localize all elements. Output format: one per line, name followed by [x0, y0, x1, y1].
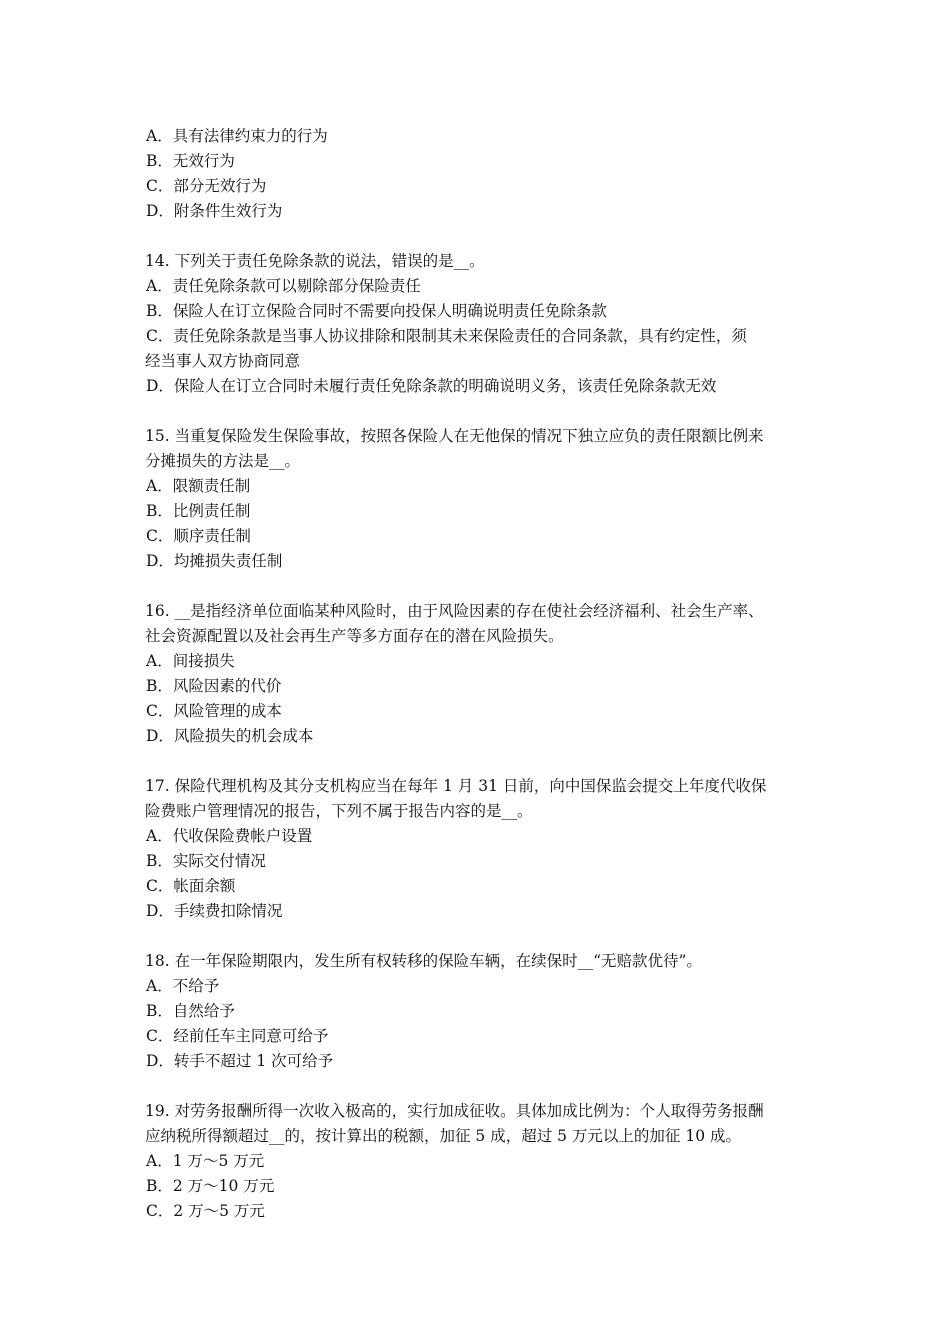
option-line: D．转手不超过 1 次可给予 [146, 1052, 334, 1070]
option-line: A．责任免除条款可以剔除部分保险责任 [146, 277, 421, 295]
option-line: D．保险人在订立合同时未履行责任免除条款的明确说明义务，该责任免除条款无效 [146, 377, 717, 395]
intro-options [145, 124, 815, 224]
question-stem-continuation: 分摊损失的方法是__。 [145, 452, 301, 470]
option-line: D．手续费扣除情况 [146, 902, 283, 920]
option-line: A．不给予 [146, 977, 220, 995]
question-stem: 14. 下列关于责任免除条款的说法，错误的是__。 [145, 252, 485, 270]
option-line: A．具有法律约束力的行为 [146, 127, 328, 145]
option-line: C．帐面余额 [146, 877, 236, 895]
question-stem: 18. 在一年保险期限内，发生所有权转移的保险车辆，在续保时__“无赔款优待”。 [145, 952, 702, 970]
spacer [145, 574, 815, 599]
question-stem: 15. 当重复保险发生保险事故，按照各保险人在无他保的情况下独立应负的责任限额比例来 [145, 427, 764, 445]
spacer [145, 749, 815, 774]
question-stem-continuation: 应纳税所得额超过__的，按计算出的税额，加征 5 成，超过 5 万元以上的加征 10 成。 [145, 1127, 742, 1145]
option-line: D．风险损失的机会成本 [146, 727, 314, 745]
option-line: B．自然给予 [146, 1002, 235, 1020]
option-line: C．责任免除条款是当事人协议排除和限制其未来保险责任的合同条款，具有约定性，须 [146, 327, 747, 345]
option-line: B．无效行为 [146, 152, 235, 170]
question-stem-continuation: 险费账户管理情况的报告，下列不属于报告内容的是__。 [145, 802, 533, 820]
spacer [145, 1074, 815, 1099]
question-16 [145, 599, 815, 749]
option-line: C．2 万～5 万元 [146, 1202, 265, 1220]
option-line: D．附条件生效行为 [146, 202, 283, 220]
question-stem: 17. 保险代理机构及其分支机构应当在每年 1 月 31 日前，向中国保监会提交上年度代收保 [145, 777, 767, 795]
option-line: B．比例责任制 [146, 502, 251, 520]
question-stem-continuation: 社会资源配置以及社会再生产等多方面存在的潜在风险损失。 [145, 627, 564, 645]
option-line: A．代收保险费帐户设置 [146, 827, 313, 845]
option-line-continuation: 经当事人双方协商同意 [145, 352, 301, 370]
option-line: C．部分无效行为 [146, 177, 267, 195]
option-line: C．顺序责任制 [146, 527, 251, 545]
question-stem: 19. 对劳务报酬所得一次收入极高的，实行加成征收。具体加成比例为：个人取得劳务报酬 [145, 1102, 764, 1120]
question-14 [145, 249, 815, 399]
spacer [145, 924, 815, 949]
spacer [145, 399, 815, 424]
option-line: B．保险人在订立保险合同时不需要向投保人明确说明责任免除条款 [146, 302, 607, 320]
option-line: D．均摊损失责任制 [146, 552, 283, 570]
option-line: A．1 万～5 万元 [146, 1152, 265, 1170]
question-15 [145, 424, 815, 574]
spacer [145, 224, 815, 249]
question-stem: 16. __是指经济单位面临某种风险时，由于风险因素的存在使社会经济福利、社会生产率、 [145, 602, 764, 620]
option-line: A．间接损失 [146, 652, 235, 670]
option-line: A．限额责任制 [146, 477, 251, 495]
option-line: C．经前任车主同意可给予 [146, 1027, 329, 1045]
option-line: B．实际交付情况 [146, 852, 266, 870]
question-18 [145, 949, 815, 1074]
question-19 [145, 1099, 815, 1224]
document-page [145, 124, 815, 1224]
option-line: B．风险因素的代价 [146, 677, 282, 695]
option-line: B．2 万～10 万元 [146, 1177, 275, 1195]
question-17 [145, 774, 815, 924]
option-line: C．风险管理的成本 [146, 702, 282, 720]
